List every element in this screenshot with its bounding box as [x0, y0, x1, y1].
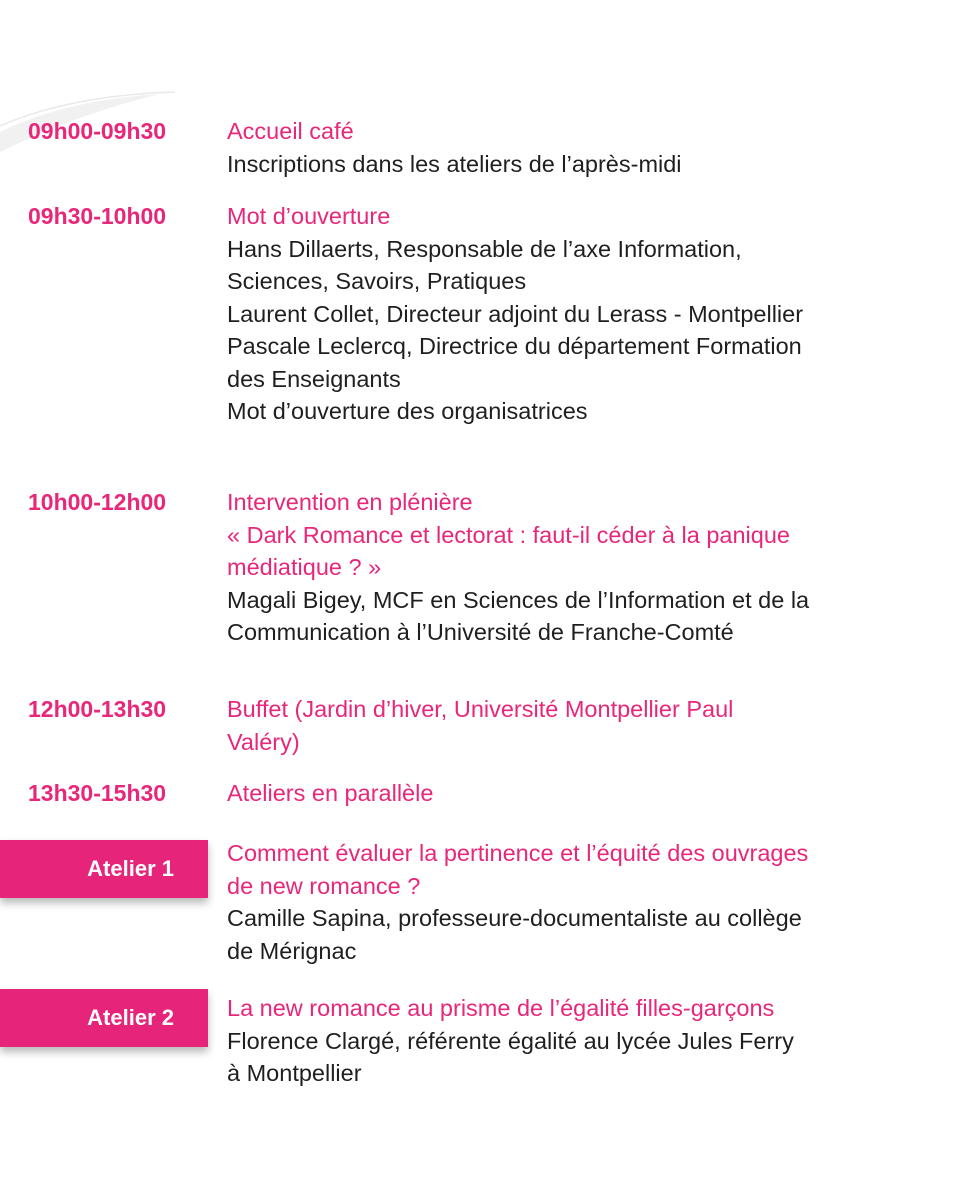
workshop-speaker: Camille Sapina, professeure-documentaliste au collège	[227, 905, 802, 931]
session-time: 09h00-09h30	[28, 118, 167, 144]
session-speaker: Magali Bigey, MCF en Sciences de l’Information et de la	[227, 586, 810, 613]
session-description: Inscriptions dans les ateliers de l’après-midi	[227, 150, 682, 177]
session-title: Valéry)	[227, 728, 300, 755]
workshop-title: Comment évaluer la pertinence et l’équité des ouvrages	[227, 840, 809, 866]
session-speaker: Sciences, Savoirs, Pratiques	[227, 268, 527, 294]
talk-title: « Dark Romance et lectorat : faut-il céder à la panique	[227, 521, 790, 548]
session-title: Accueil café	[227, 118, 354, 144]
session-time: 13h30-15h30	[28, 780, 167, 806]
session-time: 09h30-10h00	[28, 203, 167, 229]
workshop-details	[227, 837, 927, 967]
session-speaker: Pascale Leclercq, Directrice du département Formation	[227, 333, 802, 359]
session-time: 10h00-12h00	[28, 489, 167, 515]
session-time: 12h00-13h30	[28, 696, 167, 722]
session-title: Intervention en plénière	[227, 489, 473, 515]
session-speaker: Communication à l’Université de Franche-Comté	[227, 619, 734, 645]
session-speaker: Hans Dillaerts, Responsable de l’axe Information,	[227, 235, 742, 262]
session-details	[227, 115, 927, 180]
session-title: Mot d’ouverture	[227, 203, 391, 229]
workshop-title: La new romance au prisme de l’égalité filles-garçons	[227, 995, 775, 1021]
workshop-speaker: à Montpellier	[227, 1060, 362, 1086]
session-details	[227, 693, 927, 758]
session-description: Mot d’ouverture des organisatrices	[227, 398, 588, 424]
workshop-2-badge: Atelier 2	[0, 989, 208, 1047]
session-title: Ateliers en parallèle	[227, 780, 434, 806]
workshop-speaker: de Mérignac	[227, 937, 357, 964]
session-details	[227, 200, 927, 428]
session-details	[227, 777, 927, 810]
talk-title: médiatique ? »	[227, 554, 382, 580]
session-details	[227, 486, 927, 649]
session-speaker: Laurent Collet, Directeur adjoint du Lerass - Montpellier	[227, 300, 804, 327]
session-title: Buffet (Jardin d’hiver, Université Montpellier Paul	[227, 696, 734, 722]
workshop-title: de new romance ?	[227, 872, 421, 899]
workshop-1-badge: Atelier 1	[0, 840, 208, 898]
workshop-details	[227, 992, 927, 1090]
workshop-speaker: Florence Clargé, référente égalité au lycée Jules Ferry	[227, 1027, 794, 1054]
session-speaker: des Enseignants	[227, 365, 401, 392]
